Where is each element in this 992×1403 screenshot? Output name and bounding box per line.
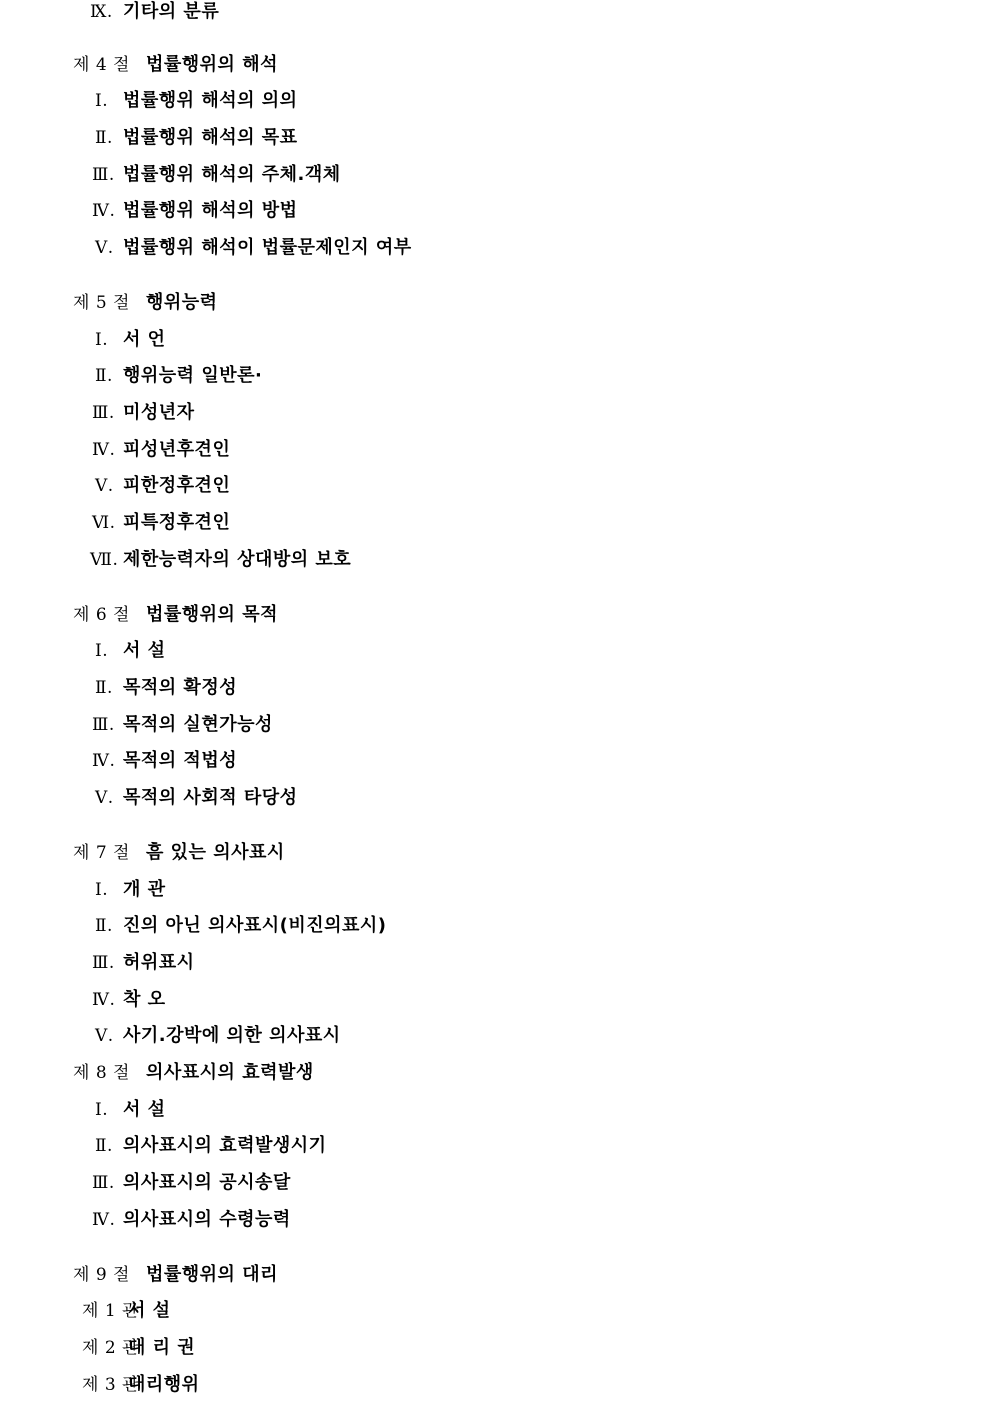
toc-number: Ⅲ. bbox=[92, 1173, 115, 1193]
toc-item bbox=[95, 126, 298, 150]
toc-number: Ⅱ. bbox=[95, 1136, 113, 1156]
toc-number: 제 1 관 bbox=[82, 1301, 139, 1321]
toc-item bbox=[92, 199, 298, 223]
toc-title: 법률행위 해석의 주체.객체 bbox=[123, 164, 341, 185]
section-heading bbox=[73, 53, 278, 77]
toc-item bbox=[92, 988, 166, 1012]
subsection-heading bbox=[82, 1299, 171, 1323]
toc-number: Ⅴ. bbox=[95, 788, 114, 808]
toc-title: 목적의 확정성 bbox=[123, 677, 238, 698]
toc-item bbox=[92, 713, 273, 737]
toc-number: 제 9 절 bbox=[73, 1265, 130, 1285]
toc-number: Ⅴ. bbox=[95, 238, 114, 258]
toc-number: Ⅵ. bbox=[92, 513, 116, 533]
toc-number: Ⅰ. bbox=[95, 641, 109, 661]
toc-item bbox=[95, 364, 263, 388]
toc-number: 제 8 절 bbox=[73, 1063, 130, 1083]
toc-title: 목적의 사회적 타당성 bbox=[123, 787, 298, 808]
toc-number: Ⅱ. bbox=[95, 678, 113, 698]
toc-number: Ⅱ. bbox=[95, 916, 113, 936]
toc-number: Ⅶ. bbox=[90, 550, 119, 570]
toc-item bbox=[90, 0, 220, 24]
toc-title: 서 설 bbox=[123, 1099, 166, 1120]
toc-number: Ⅲ. bbox=[92, 715, 115, 735]
toc-title: 피성년후견인 bbox=[123, 439, 231, 460]
toc-number: Ⅰ. bbox=[95, 330, 109, 350]
toc-title: 의사표시의 효력발생 bbox=[146, 1062, 314, 1083]
toc-number: Ⅲ. bbox=[92, 403, 115, 423]
toc-title: 서 설 bbox=[123, 640, 166, 661]
toc-title: 대 리 권 bbox=[128, 1337, 196, 1358]
toc-title: 법률행위의 목적 bbox=[146, 604, 278, 625]
toc-number: Ⅴ. bbox=[95, 476, 114, 496]
section-heading bbox=[73, 1061, 314, 1085]
toc-number: Ⅲ. bbox=[92, 953, 115, 973]
toc-title: 기타의 분류 bbox=[123, 1, 220, 22]
toc-title: 피한정후견인 bbox=[123, 475, 231, 496]
toc-item bbox=[95, 786, 298, 810]
toc-item bbox=[95, 328, 166, 352]
toc-title: 의사표시의 공시송달 bbox=[123, 1172, 291, 1193]
toc-title: 목적의 적법성 bbox=[123, 750, 238, 771]
toc-title: 법률행위 해석이 법률문제인지 여부 bbox=[123, 237, 412, 258]
toc-item bbox=[95, 1024, 341, 1048]
section-heading bbox=[73, 291, 218, 315]
section-heading bbox=[73, 603, 278, 627]
toc-number: Ⅰ. bbox=[95, 1100, 109, 1120]
toc-item bbox=[95, 676, 238, 700]
toc-item bbox=[92, 163, 341, 187]
toc-item bbox=[90, 548, 352, 572]
toc-number: Ⅳ. bbox=[92, 751, 116, 771]
toc-item bbox=[95, 1134, 327, 1158]
toc-number: 제 4 절 bbox=[73, 55, 130, 75]
toc-title: 흠 있는 의사표시 bbox=[146, 842, 285, 863]
toc-number: 제 3 관 bbox=[82, 1375, 139, 1395]
toc-title: 착 오 bbox=[123, 989, 166, 1010]
toc-title: 진의 아닌 의사표시(비진의표시) bbox=[123, 915, 387, 936]
toc-number: Ⅲ. bbox=[92, 165, 115, 185]
toc-item bbox=[95, 89, 298, 113]
toc-number: Ⅱ. bbox=[95, 128, 113, 148]
toc-title: 행위능력 일반론· bbox=[123, 365, 263, 386]
toc-item bbox=[92, 1208, 291, 1232]
toc-number: Ⅰ. bbox=[95, 880, 109, 900]
toc-number: 제 6 절 bbox=[73, 605, 130, 625]
toc-title: 미성년자 bbox=[123, 402, 195, 423]
toc-title: 법률행위 해석의 목표 bbox=[123, 127, 298, 148]
toc-title: 의사표시의 효력발생시기 bbox=[123, 1135, 327, 1156]
toc-number: Ⅳ. bbox=[92, 990, 116, 1010]
toc-item bbox=[92, 749, 238, 773]
toc-title: 제한능력자의 상대방의 보호 bbox=[123, 549, 352, 570]
toc-item bbox=[95, 236, 412, 260]
toc-item bbox=[95, 639, 166, 663]
subsection-heading bbox=[82, 1336, 196, 1360]
toc-number: Ⅳ. bbox=[92, 201, 116, 221]
toc-number: Ⅳ. bbox=[92, 440, 116, 460]
toc-item bbox=[92, 438, 231, 462]
toc-number: 제 7 절 bbox=[73, 843, 130, 863]
subsection-heading bbox=[82, 1373, 200, 1397]
toc-item bbox=[95, 1098, 166, 1122]
toc-number: Ⅳ. bbox=[92, 1210, 116, 1230]
section-heading bbox=[73, 1263, 278, 1287]
toc-title: 법률행위 해석의 의의 bbox=[123, 90, 298, 111]
toc-number: Ⅸ. bbox=[90, 2, 113, 22]
toc-number: 제 2 관 bbox=[82, 1338, 139, 1358]
toc-title: 대리행위 bbox=[128, 1374, 200, 1395]
toc-title: 피특정후견인 bbox=[123, 512, 231, 533]
toc-item bbox=[95, 878, 166, 902]
toc-item bbox=[95, 914, 387, 938]
toc-number: 제 5 절 bbox=[73, 293, 130, 313]
toc-title: 허위표시 bbox=[123, 952, 195, 973]
toc-title: 서 설 bbox=[128, 1300, 171, 1321]
toc-item bbox=[95, 474, 231, 498]
toc-title: 법률행위의 해석 bbox=[146, 54, 278, 75]
toc-item bbox=[92, 951, 195, 975]
toc-title: 법률행위의 대리 bbox=[146, 1264, 278, 1285]
toc-number: Ⅰ. bbox=[95, 91, 109, 111]
toc-title: 목적의 실현가능성 bbox=[123, 714, 273, 735]
toc-item bbox=[92, 1171, 291, 1195]
toc-title: 의사표시의 수령능력 bbox=[123, 1209, 291, 1230]
toc-number: Ⅱ. bbox=[95, 366, 113, 386]
section-heading bbox=[73, 841, 285, 865]
toc-item bbox=[92, 401, 195, 425]
toc-item bbox=[92, 511, 231, 535]
toc-number: Ⅴ. bbox=[95, 1026, 114, 1046]
toc-title: 서 언 bbox=[123, 329, 166, 350]
toc-title: 법률행위 해석의 방법 bbox=[123, 200, 298, 221]
toc-title: 행위능력 bbox=[146, 292, 218, 313]
toc-title: 개 관 bbox=[123, 879, 166, 900]
toc-title: 사기.강박에 의한 의사표시 bbox=[123, 1025, 341, 1046]
